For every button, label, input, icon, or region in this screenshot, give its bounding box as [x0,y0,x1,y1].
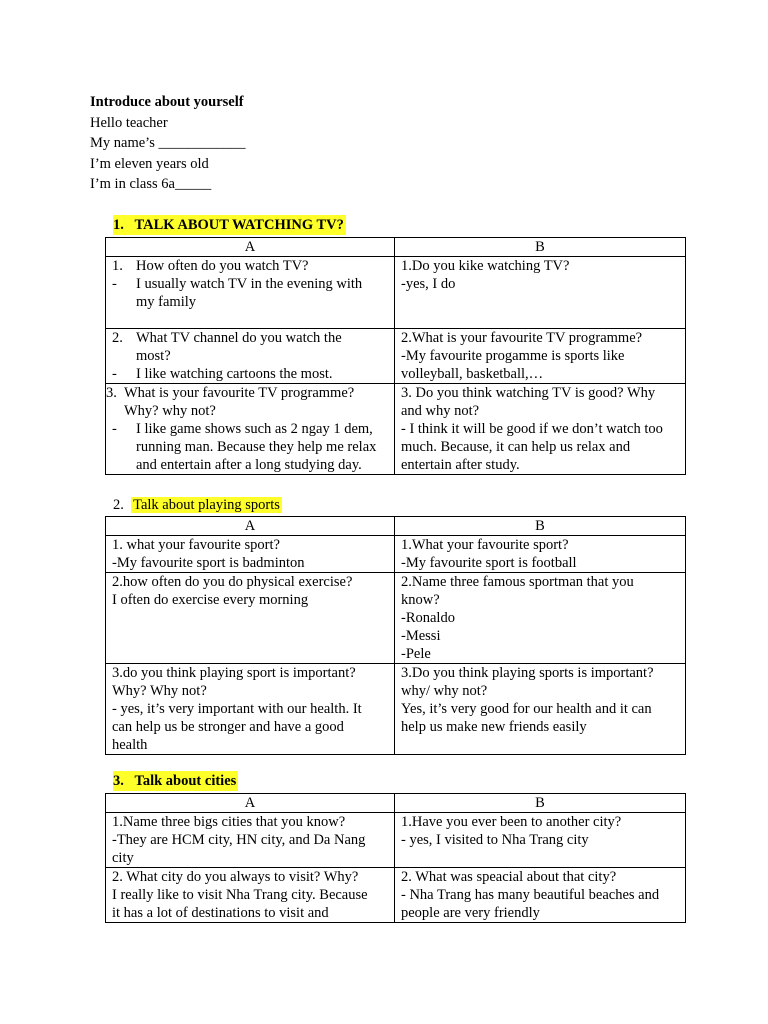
table-cell-b [395,257,686,329]
answer-text: I like watching cartoons the most. [136,366,333,382]
table-row [106,813,686,868]
cell-text: 3. Do you think watching TV is good? Why [401,385,656,401]
table-cell-a [106,868,395,923]
intro-line: Hello teacher [90,114,168,131]
intro-line: I’m eleven years old [90,155,209,172]
list-item [112,275,388,311]
cell-text: 2.What is your favourite TV programme? [401,330,643,346]
cell-text: -Ronaldo [401,610,455,626]
cell-text: -My favourite sport is badminton [112,555,305,571]
table-cell-b [395,813,686,868]
list-item [112,420,388,474]
cell-text: 3.do you think playing sport is important? [112,665,356,681]
list-item [106,384,388,420]
list-item [112,365,388,383]
cell-text: 1.Name three bigs cities that you know? [112,814,346,830]
cell-text: it has a lot of destinations to visit and [112,905,329,921]
answer-text: running man. Because they help me relax [136,439,377,455]
section3-table [105,793,686,923]
section3-number: 3. [113,773,124,789]
section2-heading [113,495,282,515]
column-header-a: A [106,238,395,257]
column-header-b: B [395,794,686,813]
section3-title: Talk about cities [134,773,237,789]
column-header-b: B [395,238,686,257]
table-row [106,257,686,329]
intro-title: Introduce about yourself [90,94,244,110]
table-cell-a [106,664,395,755]
cell-text: -They are HCM city, HN city, and Da Nang [112,832,366,848]
table-cell-a [106,329,395,384]
section1-title: TALK ABOUT WATCHING TV? [134,217,344,233]
question-text: What TV channel do you watch the [136,330,342,346]
table-row [106,536,686,573]
cell-text: 1. what your favourite sport? [112,537,280,553]
bullet-dash: - [112,366,117,382]
cell-text: - yes, it’s very important with our health. It [112,701,362,717]
cell-text: I often do exercise every morning [112,592,309,608]
cell-text: 2.how often do you do physical exercise? [112,574,353,590]
cell-text: -My favourite sport is football [401,555,577,571]
table-row [106,664,686,755]
cell-text: 2. What city do you always to visit? Why? [112,869,359,885]
cell-text: entertain after study. [401,457,520,473]
list-item [112,329,388,365]
cell-text: 1.Have you ever been to another city? [401,814,622,830]
table-cell-b [395,664,686,755]
section1-table [105,237,686,475]
intro-line: I’m in class 6a_____ [90,176,212,193]
cell-text: - yes, I visited to Nha Trang city [401,832,589,848]
cell-text: -yes, I do [401,276,456,292]
section2-title: Talk about playing sports [133,497,280,513]
table-cell-a [106,573,395,664]
answer-text: and entertain after a long studying day. [136,457,362,473]
section3-heading [113,771,238,791]
cell-text: Why? Why not? [112,683,207,699]
list-item [112,257,388,275]
table-row [106,573,686,664]
table-row [106,868,686,923]
cell-text: volleyball, basketball,… [401,366,544,382]
table-cell-b [395,329,686,384]
cell-text: -Pele [401,646,431,662]
answer-text: I usually watch TV in the evening with [136,276,363,292]
cell-text: why/ why not? [401,683,488,699]
cell-text: can help us be stronger and have a good [112,719,344,735]
cell-text: people are very friendly [401,905,540,921]
table-cell-a [106,257,395,329]
intro-line: My name’s ____________ [90,135,246,152]
cell-text: - Nha Trang has many beautiful beaches and [401,887,660,903]
section2-number: 2. [113,497,124,513]
cell-text: 2.Name three famous sportman that you [401,574,634,590]
bullet-dash: - [112,276,117,292]
cell-text: 1.Do you kike watching TV? [401,258,570,274]
list-number: 3. [106,385,117,401]
section1-heading [113,215,346,235]
cell-text: Yes, it’s very good for our health and it can [401,701,652,717]
table-cell-b [395,868,686,923]
section1-number: 1. [113,217,124,233]
cell-text: 2. What was speacial about that city? [401,869,617,885]
list-number: 1. [112,258,123,274]
cell-text: 1.What your favourite sport? [401,537,569,553]
question-text: Why? why not? [124,403,216,419]
table-cell-b [395,573,686,664]
cell-text: -Messi [401,628,441,644]
list-number: 2. [112,330,123,346]
question-text: most? [136,348,171,364]
table-header-row [106,794,686,813]
bullet-dash: - [112,421,117,437]
cell-text: and why not? [401,403,480,419]
cell-text: know? [401,592,440,608]
table-cell-b [395,536,686,573]
table-row [106,384,686,475]
table-cell-b [395,384,686,475]
cell-text: 3.Do you think playing sports is important? [401,665,654,681]
table-cell-a [106,384,395,475]
cell-text: I really like to visit Nha Trang city. Because [112,887,368,903]
table-header-row [106,517,686,536]
cell-text: much. Because, it can help us relax and [401,439,631,455]
cell-text: help us make new friends easily [401,719,587,735]
table-header-row [106,238,686,257]
table-cell-a [106,536,395,573]
column-header-a: A [106,794,395,813]
column-header-b: B [395,517,686,536]
cell-text: - I think it will be good if we don’t watch too [401,421,663,437]
section2-table [105,516,686,755]
answer-text: my family [136,294,197,310]
question-text: How often do you watch TV? [136,258,309,274]
cell-text: -My favourite progamme is sports like [401,348,625,364]
table-cell-a [106,813,395,868]
cell-text: city [112,850,134,866]
question-text: What is your favourite TV programme? [124,385,355,401]
intro-block [90,92,245,195]
answer-text: I like game shows such as 2 ngay 1 dem, [136,421,373,437]
column-header-a: A [106,517,395,536]
table-row [106,329,686,384]
cell-text: health [112,737,148,753]
